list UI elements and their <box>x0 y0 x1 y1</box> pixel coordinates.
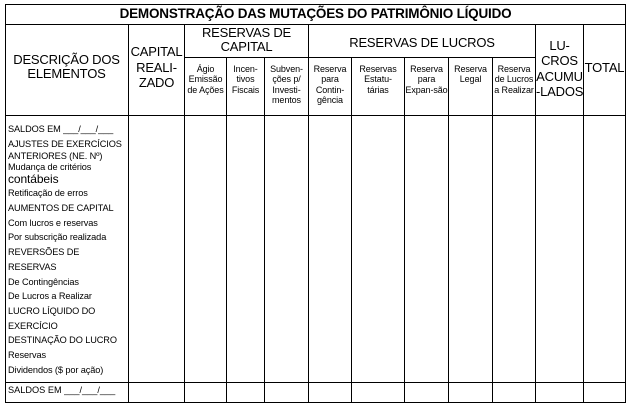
header-line: LU- <box>549 38 570 53</box>
table-title: DEMONSTRAÇÃO DAS MUTAÇÕES DO PATRIMÔNIO LÍQUIDO <box>119 6 512 21</box>
subheader-line: Reservas <box>359 64 397 74</box>
row-label: Por subscrição realizada <box>8 232 107 243</box>
subheader-divider <box>184 57 535 58</box>
subheader-line: Reserva <box>497 64 531 74</box>
header-line: CAPITAL <box>130 44 183 59</box>
row-label: LUCRO LÍQUIDO DO <box>8 305 96 316</box>
row-label: Com lucros e reservas <box>8 217 98 228</box>
subheader-incentivos <box>227 64 264 95</box>
row-label: REVERSÕES DE <box>8 247 80 258</box>
subheader-line: ções p/ <box>272 74 301 85</box>
subheader-line: gência <box>317 94 343 105</box>
subheader-line: tivos <box>236 74 255 85</box>
header-divider <box>5 115 626 116</box>
subheader-line: Ágio <box>196 64 215 74</box>
footer-divider <box>5 382 626 383</box>
mutacoes-table <box>5 4 626 403</box>
subheader-line: Investi- <box>272 84 301 95</box>
row-label: EXERCÍCIO <box>8 320 58 331</box>
row-labels <box>8 122 186 377</box>
row-label: contábeis <box>8 172 59 187</box>
header-line: ELEMENTOS <box>27 66 106 82</box>
row-label: ANTERIORES (NE. Nº) <box>8 151 103 162</box>
row-label: AJUSTES DE EXERCÍCIOS <box>8 138 122 149</box>
subheader-line: Emissão <box>188 74 223 85</box>
table-border-top <box>5 4 626 5</box>
row-label: Dividendos ($ por ação) <box>8 364 104 375</box>
subheader-subvencoes <box>265 64 308 105</box>
col-divider <box>492 57 493 403</box>
col-divider <box>226 57 227 403</box>
row-label: RESERVAS <box>8 261 57 272</box>
subheader-legal <box>449 64 492 85</box>
subheader-line: a Realizar <box>494 84 534 95</box>
row-label: DESTINAÇÃO DO LUCRO <box>8 335 117 346</box>
header-line: DESCRIÇÃO DOS <box>13 52 120 67</box>
row-label: De Contingências <box>8 276 79 287</box>
header-capital <box>129 44 184 91</box>
header-lucros-acumulados <box>536 38 583 99</box>
header-descricao <box>5 53 128 81</box>
subheader-line: Subven- <box>270 64 303 74</box>
subheader-line: de Lucros <box>494 74 534 85</box>
header-reservas-capital <box>185 26 308 54</box>
header-line: REALI- <box>136 59 177 75</box>
row-label: Reservas <box>8 349 47 360</box>
col-divider <box>583 24 584 403</box>
subheader-line: Expan-são <box>405 84 448 95</box>
col-divider <box>351 57 352 403</box>
subheader-line: Estatu- <box>364 74 392 85</box>
header-line: -LADOS <box>536 83 584 99</box>
subheader-line: para <box>417 74 436 85</box>
header-line: CROS <box>541 53 578 69</box>
subheader-line: Reserva <box>313 64 347 74</box>
subheader-line: Reserva <box>410 64 443 74</box>
col-divider <box>404 57 405 403</box>
subheader-line: tárias <box>367 84 389 95</box>
row-label: De Lucros a Realizar <box>8 291 92 302</box>
row-label: AUMENTOS DE CAPITAL <box>8 203 114 214</box>
header-line: RESERVAS DE <box>201 25 292 40</box>
row-label: SALDOS EM ___/___/___ <box>8 124 114 134</box>
subheader-line: Incen- <box>233 64 258 74</box>
col-divider <box>264 57 265 403</box>
subheader-expansao <box>405 64 448 95</box>
subheader-line: Fiscais <box>231 84 260 95</box>
subheader-estatutarias <box>352 64 404 95</box>
table-border-right <box>625 4 626 403</box>
subheader-line: de Ações <box>187 84 224 95</box>
subheader-contingencia <box>309 64 351 105</box>
header-line: CAPITAL <box>220 39 273 55</box>
table-border-bottom <box>5 402 626 403</box>
title-divider <box>5 24 626 25</box>
header-line: ACUMU <box>536 68 583 84</box>
subheader-line: para <box>321 74 339 85</box>
row-label: Retificação de erros <box>8 188 88 199</box>
header-total: TOTAL <box>584 60 625 75</box>
subheader-agio <box>185 64 226 95</box>
footer-saldos: SALDOS EM ___/___/___ <box>8 385 116 395</box>
subheader-line: Legal <box>459 74 482 85</box>
subheader-line: mentos <box>272 94 301 105</box>
col-divider <box>448 57 449 403</box>
header-reservas-lucros: RESERVAS DE LUCROS <box>349 35 495 50</box>
subheader-line: Reserva <box>454 64 487 74</box>
subheader-line: Contin- <box>315 84 345 95</box>
header-line: ZADO <box>138 75 175 91</box>
row-label: Mudança de critérios <box>8 162 92 173</box>
subheader-lucros-a-realizar <box>493 64 535 95</box>
